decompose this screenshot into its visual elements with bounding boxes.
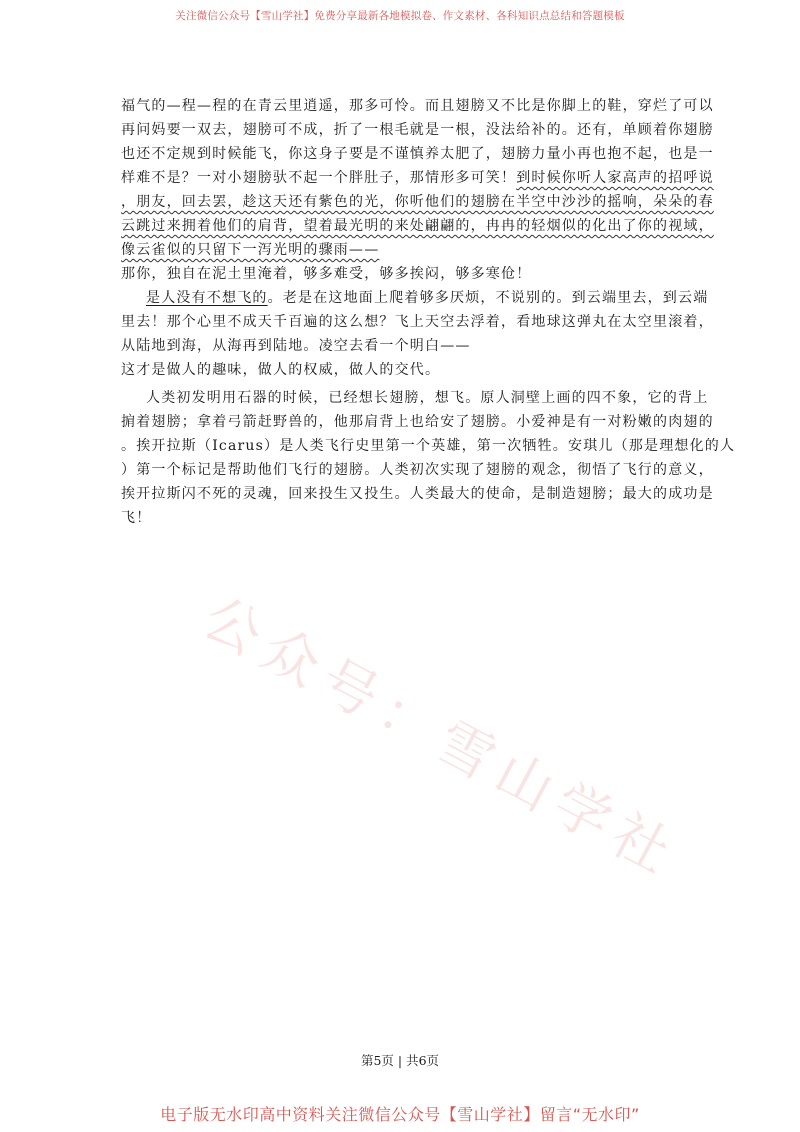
wavy-underlined-sentence: 到时候你听人家高声的招呼说 [516, 170, 714, 186]
passage-line [121, 168, 714, 188]
passage-line: 再问妈要一双去，翅膀可不成，折了一根毛就是一根，没法给补的。还有，单顾着你翅膀 [121, 122, 714, 138]
passage-line: ）第一个标记是帮助他们飞行的翅膀。人类初次实现了翅膀的观念，彻悟了飞行的意义， [121, 462, 714, 478]
underlined-phrase: 是人没有不想飞的 [146, 290, 268, 306]
passage-line: 福气的—程—程的在青云里逍遥，那多可怜。而且翅膀又不比是你脚上的鞋，穿烂了可以 [121, 98, 714, 114]
page-number: 第5页 | 共6页 [360, 1053, 440, 1068]
passage-line: 也还不定规到时候能飞，你这身子要是不谨慎养太肥了，翅膀力量小再也抱不起，也是一 [121, 146, 714, 162]
passage-line: 掮着翅膀；拿着弓箭赶野兽的，他那肩背上也给安了翅膀。小爱神是有一对粉嫩的肉翅的 [121, 414, 714, 430]
watermark: 公众号：雪山学社 [192, 585, 690, 891]
passage-line: 飞！ [121, 510, 152, 526]
passage-line: 从陆地到海，从海再到陆地。凌空去看一个明白—— [121, 338, 471, 354]
passage-line [146, 288, 708, 308]
passage-line [121, 244, 127, 264]
wavy-underlined-sentence: ，朋友，回去罢，趁这天还有紫色的光，你听他们的翅膀在半空中沙沙的摇响，朵朵的春 [121, 194, 714, 210]
passage-text: 样难不是？一对小翅膀驮不起一个胖肚子，那情形多可笑！ [121, 170, 517, 186]
wavy-underlined-sentence: 云跳过来拥着他们的肩背，望着最光明的来处翩翩的，冉冉的轻烟似的化出了你的视域， [121, 218, 714, 234]
passage-line: 。挨开拉斯（Icarus）是人类飞行史里第一个英雄，第一次牺牲。安琪儿（那是理想化的人 [121, 438, 736, 454]
passage-line: 那你，独自在泥土里淹着，够多难受，够多挨闷，够多寒伧！ [121, 266, 532, 282]
passage-line: 这才是做人的趣味，做人的权威，做人的交代。 [121, 362, 441, 378]
passage-line: 挨开拉斯闪不死的灵魂，回来投生又投生。人类最大的使命，是制造翅膀；最大的成功是 [121, 486, 714, 502]
passage-text: 。老是在这地面上爬着够多厌烦，不说别的。到云端里去，到云端 [267, 290, 709, 306]
wavy-underlined-sentence: 像云雀似的只留下一泻光明的骤雨—— [121, 242, 380, 258]
top-banner: 关注微信公众号【雪山学社】免费分享最新各地模拟卷、作文素材、各科知识点总结和答题模板 [175, 10, 625, 22]
bottom-banner: 电子版无水印高中资料关注微信公众号【雪山学社】留言“无水印” [160, 1105, 640, 1124]
passage-line: 里去！那个心里不成天千百遍的这么想？飞上天空去浮着，看地球这弹丸在太空里滚着， [121, 314, 714, 330]
passage-line: 人类初发明用石器的时候，已经想长翅膀，想飞。原人洞壁上画的四不象，它的背上 [146, 390, 709, 406]
